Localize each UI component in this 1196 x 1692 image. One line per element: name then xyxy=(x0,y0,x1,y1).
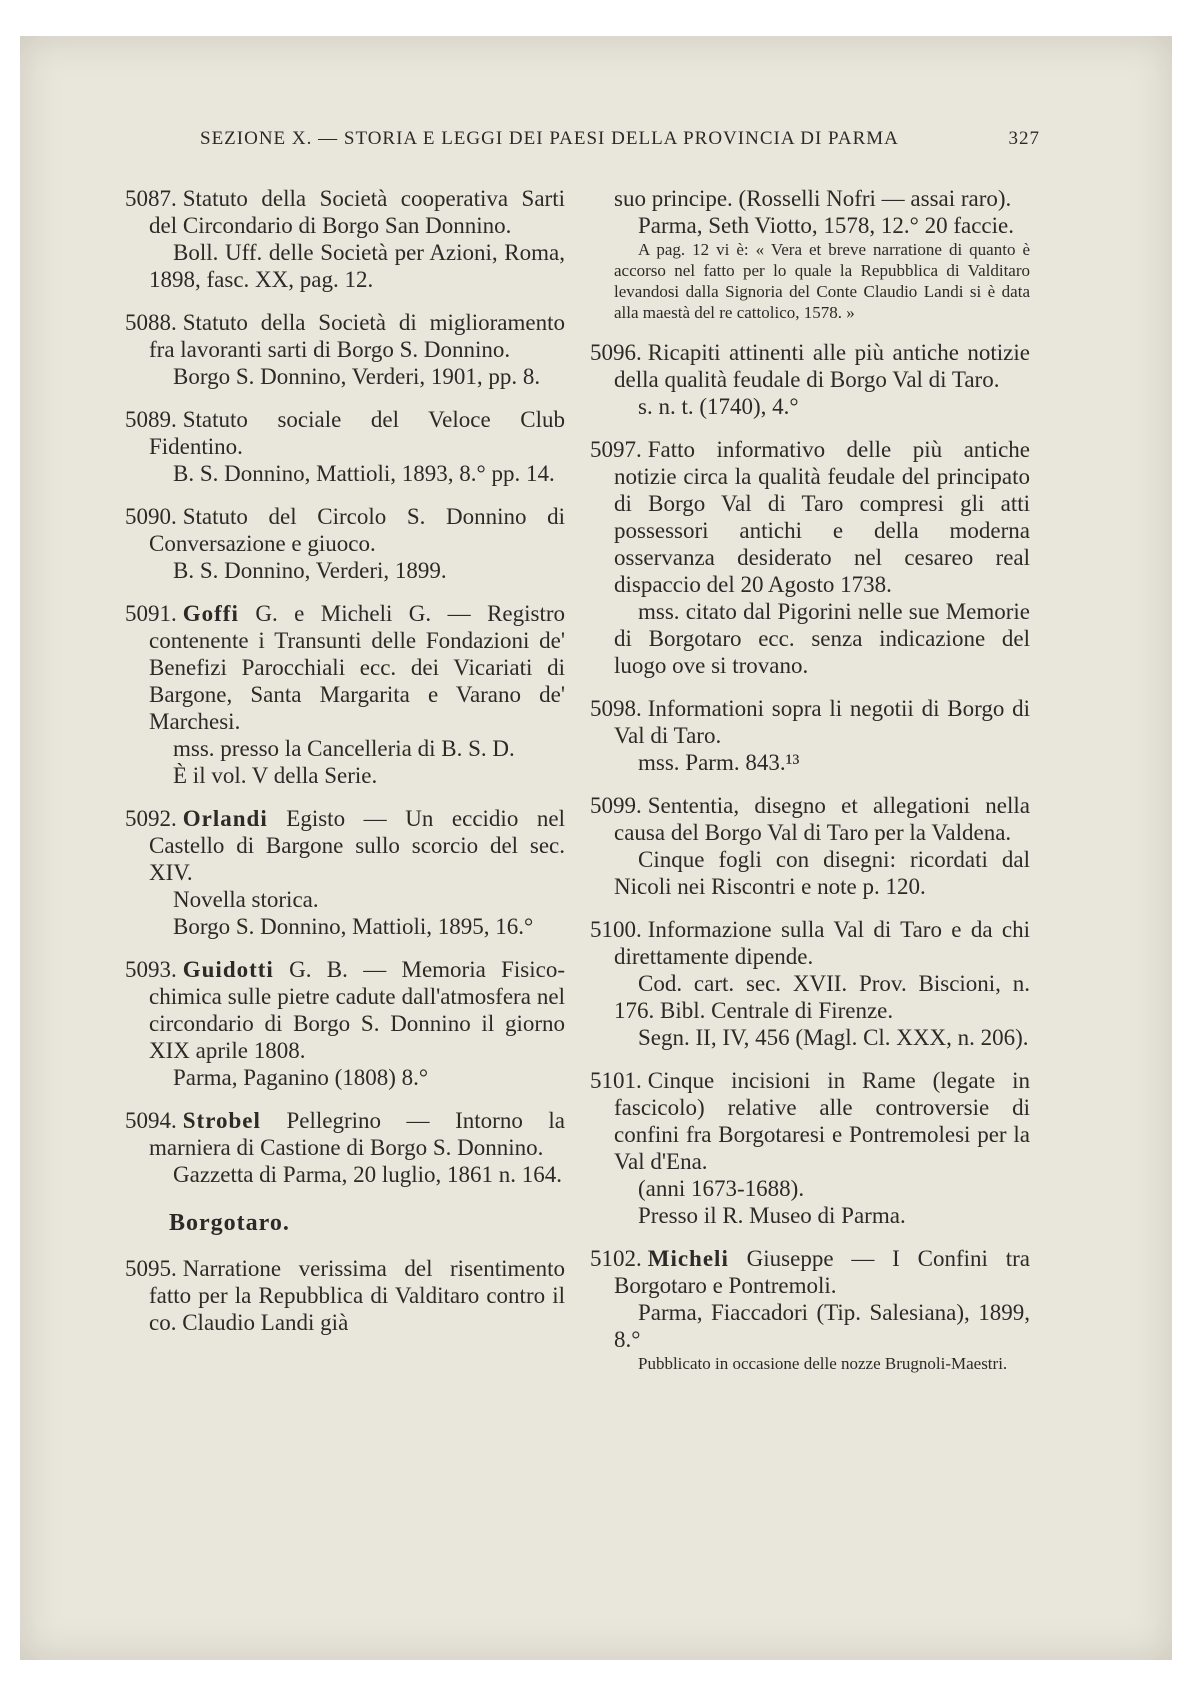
entry-publication: s. n. t. (1740), 4.° xyxy=(638,394,799,419)
bibliography-entry xyxy=(125,503,565,584)
entry-author: Orlandi xyxy=(182,806,268,831)
entry-number: 5095. xyxy=(125,1256,177,1281)
entry-number: 5093. xyxy=(125,957,177,982)
bibliography-entry xyxy=(590,695,1030,776)
entry-title xyxy=(125,805,565,886)
entry-title xyxy=(125,309,565,363)
bibliography-entry xyxy=(125,956,565,1091)
entry-publication: B. S. Donnino, Verderi, 1899. xyxy=(173,558,447,583)
entry-publication: Segn. II, IV, 456 (Magl. Cl. XXX, n. 206). xyxy=(638,1025,1029,1050)
entry-number: 5088. xyxy=(125,310,177,335)
entry-text: Ricapiti attinenti alle più antiche notizie della qualità feudale di Borgo Val di Taro. xyxy=(614,340,1030,392)
entry-publication: Novella storica. xyxy=(173,887,319,912)
bibliography-entry xyxy=(125,309,565,390)
running-header xyxy=(200,128,1040,150)
entry-note: Pubblicato in occasione delle nozze Brugnoli-Maestri. xyxy=(638,1354,1008,1373)
entry-title xyxy=(590,436,1030,598)
entry-text: Sententia, disegno et allegationi nella causa del Borgo Val di Taro per la Valdena. xyxy=(614,793,1030,845)
entry-publication: È il vol. V della Serie. xyxy=(173,763,378,788)
entry-title xyxy=(590,339,1030,393)
entry-publication: Borgo S. Donnino, Verderi, 1901, pp. 8. xyxy=(173,364,541,389)
entry-publication: Cinque fogli con disegni: ricordati dal Nicoli nei Riscontri e note p. 120. xyxy=(614,847,1030,899)
bibliography-entry xyxy=(125,406,565,487)
entry-text: Pellegrino — Intorno la marniera di Castione di Borgo S. Donnino. xyxy=(149,1108,565,1160)
entry-publication: B. S. Donnino, Mattioli, 1893, 8.° pp. 14. xyxy=(173,461,555,486)
entry-publication: Parma, Paganino (1808) 8.° xyxy=(173,1065,429,1090)
right-column xyxy=(590,185,1030,1390)
entry-author: Micheli xyxy=(647,1246,729,1271)
entry-title xyxy=(125,406,565,460)
entry-title xyxy=(590,695,1030,749)
entry-publication: Cod. cart. sec. XVII. Prov. Biscioni, n. 176. Bibl. Centrale di Firenze. xyxy=(614,971,1030,1023)
entry-number: 5100. xyxy=(590,917,642,942)
left-column xyxy=(125,185,565,1352)
header-title: SEZIONE X. — STORIA E LEGGI DEI PAESI DELLA PROVINCIA DI PARMA xyxy=(200,128,899,149)
entry-number: 5092. xyxy=(125,806,177,831)
bibliography-entry xyxy=(590,916,1030,1051)
entry-publication: Borgo S. Donnino, Mattioli, 1895, 16.° xyxy=(173,914,534,939)
bibliography-entry xyxy=(590,1245,1030,1374)
bibliography-entry xyxy=(590,1067,1030,1229)
entry-author: Strobel xyxy=(182,1108,261,1133)
bibliography-entry xyxy=(125,1107,565,1188)
entry-title xyxy=(125,1255,565,1336)
entry-title xyxy=(590,916,1030,970)
entry-text: G. B. — Memoria Fisico-chimica sulle pietre cadute dall'atmosfera nel circondario di Borgo S. Donnino il giorno XIX aprile 1808. xyxy=(149,957,566,1063)
entry-title xyxy=(590,1067,1030,1175)
bibliography-entry xyxy=(590,436,1030,679)
entry-title xyxy=(590,1245,1030,1299)
entry-number: 5097. xyxy=(590,437,642,462)
bibliography-entry xyxy=(590,185,1030,323)
bibliography-entry xyxy=(125,185,565,293)
entry-text: Statuto del Circolo S. Donnino di Conversazione e giuoco. xyxy=(149,504,565,556)
entry-text: Egisto — Un eccidio nel Castello di Bargone sullo scorcio del sec. XIV. xyxy=(149,806,565,885)
bibliography-entry xyxy=(125,600,565,789)
entry-text: Informationi sopra li negotii di Borgo di Val di Taro. xyxy=(614,696,1030,748)
entry-number: 5094. xyxy=(125,1108,177,1133)
entry-number: 5101. xyxy=(590,1068,642,1093)
entry-text: Statuto della Società cooperativa Sarti del Circondario di Borgo San Donnino. xyxy=(149,186,565,238)
entry-text: Fatto informativo delle più antiche notizie circa la qualità feudale del principato di Borgo Val di Taro compresi gli atti possessori antichi e della moderna osservanza desiderato nel cesareo real dispaccio del 20 Agosto 1738. xyxy=(614,437,1030,597)
entry-publication: mss. Parm. 843.¹³ xyxy=(638,750,800,775)
entry-title xyxy=(125,503,565,557)
entry-publication: (anni 1673-1688). xyxy=(638,1176,805,1201)
entry-number: 5091. xyxy=(125,601,177,626)
entry-author: Guidotti xyxy=(182,957,274,982)
entry-title xyxy=(590,792,1030,846)
entry-title xyxy=(125,600,565,735)
entry-number: 5087. xyxy=(125,186,177,211)
entry-text: Giuseppe — I Confini tra Borgotaro e Pontremoli. xyxy=(614,1246,1030,1298)
entry-publication: mss. citato dal Pigorini nelle sue Memorie di Borgotaro ecc. senza indicazione del luogo ove si trovano. xyxy=(614,599,1030,678)
entry-author: Goffi xyxy=(182,601,239,626)
entry-title xyxy=(125,956,565,1064)
bibliography-entry xyxy=(125,805,565,940)
entry-publication: Presso il R. Museo di Parma. xyxy=(638,1203,906,1228)
entry-title xyxy=(590,185,1030,212)
entry-number: 5089. xyxy=(125,407,177,432)
entry-publication: Boll. Uff. delle Società per Azioni, Roma, 1898, fasc. XX, pag. 12. xyxy=(149,240,565,292)
entry-text: Informazione sulla Val di Taro e da chi direttamente dipende. xyxy=(614,917,1030,969)
entry-publication: Parma, Fiaccadori (Tip. Salesiana), 1899, 8.° xyxy=(614,1300,1030,1352)
entry-title xyxy=(125,185,565,239)
bibliography-entry xyxy=(590,339,1030,420)
entry-number: 5090. xyxy=(125,504,177,529)
bibliography-entry xyxy=(590,792,1030,900)
bibliography-entry xyxy=(125,1255,565,1336)
entry-publication: mss. presso la Cancelleria di B. S. D. xyxy=(173,736,515,761)
entry-text: Statuto della Società di miglioramento fra lavoranti sarti di Borgo S. Donnino. xyxy=(149,310,565,362)
entry-number: 5102. xyxy=(590,1246,642,1271)
entry-publication: Gazzetta di Parma, 20 luglio, 1861 n. 164. xyxy=(173,1162,563,1187)
entry-text: Narratione verissima del risentimento fatto per la Repubblica di Valditaro contro il co. Claudio Landi già xyxy=(149,1256,565,1335)
entry-text: Statuto sociale del Veloce Club Fidentino. xyxy=(149,407,565,459)
entry-text: G. e Micheli G. — Registro contenente i Transunti delle Fondazioni de' Benefizi Parocchiali ecc. dei Vicariati di Bargone, Santa Margarita e Varano de' Marchesi. xyxy=(149,601,566,734)
entry-number: 5096. xyxy=(590,340,642,365)
entry-text: Cinque incisioni in Rame (legate in fascicolo) relative alle controversie di confini fra Borgotaresi e Pontremolesi per la Val d'Ena. xyxy=(614,1068,1030,1174)
section-title: Borgotaro. xyxy=(169,1210,290,1236)
entry-number: 5098. xyxy=(590,696,642,721)
entry-title xyxy=(125,1107,565,1161)
entry-number: 5099. xyxy=(590,793,642,818)
entry-note: A pag. 12 vi è: « Vera et breve narratione di quanto è accorso nel fatto per lo quale la Repubblica di Valditaro levandosi dalla Signoria del Conte Claudio Landi si è data alla maestà del re cattolico, 1578. » xyxy=(614,240,1030,322)
page-number: 327 xyxy=(1008,128,1040,149)
entry-publication: Parma, Seth Viotto, 1578, 12.° 20 faccie. xyxy=(638,213,1014,238)
entry-text: suo principe. (Rosselli Nofri — assai raro). xyxy=(614,186,1012,211)
